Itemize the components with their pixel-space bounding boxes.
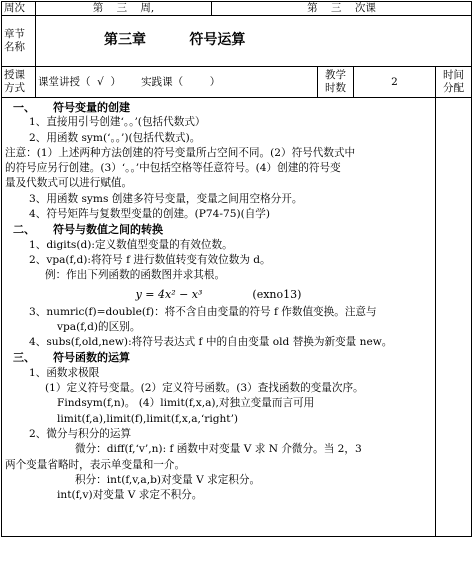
- week-label: 周次: [2, 2, 36, 16]
- line-2: 2、用函数 sym(‘。。’)(包括代数式)。: [29, 131, 201, 144]
- line-22: int(f,v)对变量 V 求定不积分。: [57, 489, 203, 502]
- lesson-content: [2, 98, 436, 537]
- time-allocation-cell: [436, 98, 472, 537]
- line-7: 4、符号矩阵与复数型变量的创建。(P74-75)(自学): [29, 208, 271, 221]
- section-1-title: 符号变量的创建: [53, 101, 130, 114]
- line-19: 微分：diff(f,‘v’,n): f 函数中对变量 V 求 N 介微分。当 2，3: [75, 443, 362, 456]
- lesson-plan-table: [1, 1, 472, 537]
- section-2-heading: [5, 222, 432, 237]
- line-1: 1、直接用引号创建‘。。’(包括代数式）: [29, 116, 206, 129]
- line-21: 积分：int(f,v,a,b)对变量 V 求定积分。: [75, 473, 261, 486]
- line-16: Findsym(f,n)。 (4）limit(f,x,a),对独立变量而言可用: [57, 397, 315, 410]
- line-18: 2、微分与积分的运算: [29, 427, 132, 440]
- line-9: 2、vpa(f,d):将符号 f 进行数值转变有效位数为 d。: [29, 253, 271, 266]
- formula-expression: y = 4x² − x³: [135, 287, 203, 301]
- content-row: [2, 98, 472, 537]
- line-6: 3、用函数 syms 创建多符号变量，变量之间用空格分开。: [29, 192, 303, 205]
- section-1-heading: [5, 100, 432, 115]
- section-2-title: 符号与数值之间的转换: [53, 223, 163, 237]
- chapter-heading: [36, 16, 472, 67]
- session-value: 第 三 次课: [212, 2, 472, 16]
- teaching-hours-value: 2: [354, 67, 436, 98]
- line-3: 注意：(1）上述两种方法创建的符号变量所占空间不同。(2）符号代数式中: [5, 146, 356, 159]
- line-13: 4、subs(f,old,new):将符号表达式 f 中的自由变量 old 替换为新变量 new。: [29, 336, 393, 349]
- line-15: (1）定义符号变量。(2）定义符号函数。(3）查找函数的变量次序。: [45, 382, 364, 395]
- section-3-heading: [5, 350, 432, 365]
- chapter-title: 符号运算: [189, 32, 246, 48]
- line-8: 1、digits(d):定义数值型变量的有效位数。: [29, 238, 233, 251]
- teaching-hours-label: 教学 时数: [318, 67, 354, 98]
- teaching-mode-label: 授课 方式: [2, 67, 36, 98]
- formula-label: (exno13): [252, 287, 302, 301]
- section-2-number: 二、: [13, 223, 35, 237]
- line-4: 的符号应另行创建。(3）‘。。’中包括空格等任意符号。(4）创建的符号变: [5, 162, 341, 175]
- chapter-number: 第三章: [104, 32, 146, 48]
- line-5: 量及代数式可以进行赋值。: [5, 177, 133, 190]
- section-1-number: 一、: [13, 101, 35, 114]
- line-14: 1、函数求极限: [29, 366, 100, 379]
- line-10: 例：作出下列函数的函数图并求其根。: [45, 269, 226, 282]
- time-allocation-label: 时间 分配: [436, 67, 472, 98]
- line-11: 3、numric(f)=double(f)：将不含自由变量的符号 f 作数值变换。注意与: [29, 305, 377, 318]
- chapter-row: [2, 16, 472, 67]
- line-20: 两个变量省略时，表示单变量和一介。: [5, 458, 186, 471]
- teaching-info-row: [2, 67, 472, 98]
- week-row: [2, 2, 472, 16]
- formula-row: [5, 284, 432, 305]
- week-value: 第 三 周,: [36, 2, 212, 16]
- line-17: limit(f,a),limit(f),limit(f,x,a,‘right’): [57, 412, 239, 425]
- section-3-number: 三、: [13, 351, 35, 365]
- chapter-name-label: 章节 名称: [2, 16, 36, 67]
- teaching-mode-value: 课堂讲授（ √ ） 实践课（ ）: [36, 67, 318, 98]
- section-3-title: 符号函数的运算: [53, 351, 130, 365]
- line-12: vpa(f,d)的区别。: [57, 320, 141, 333]
